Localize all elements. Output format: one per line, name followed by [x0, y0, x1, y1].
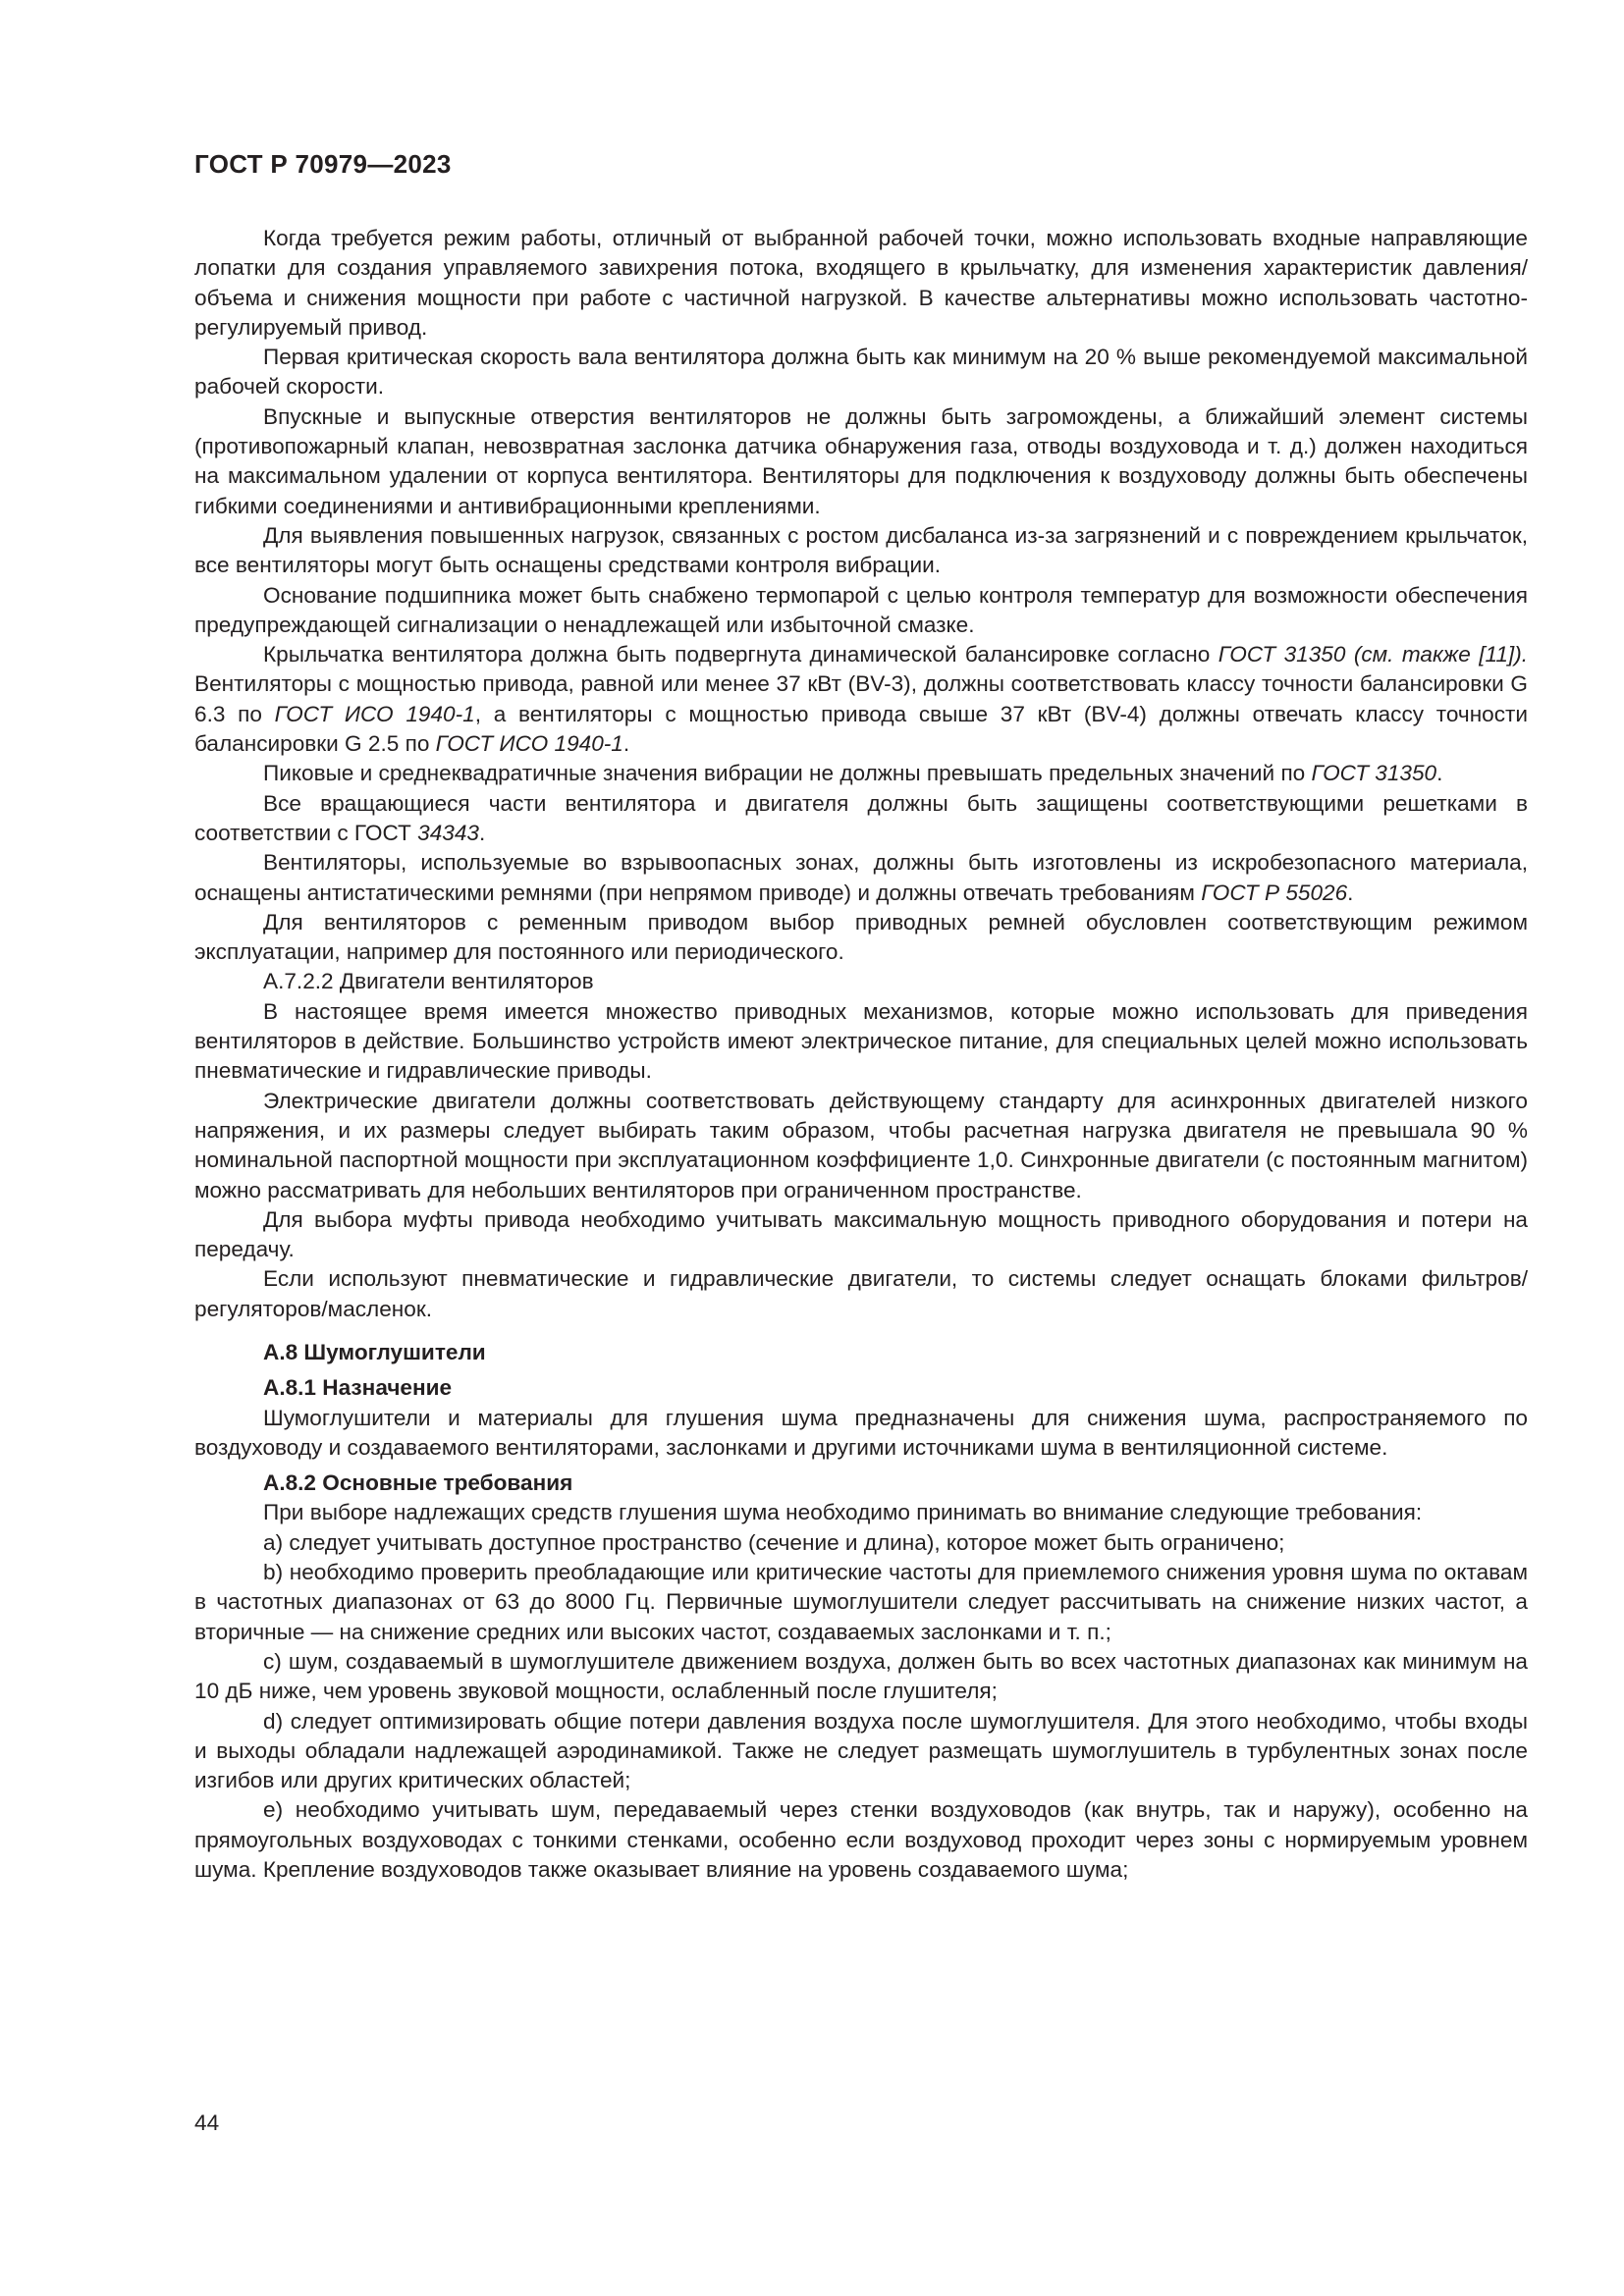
paragraph-text: b) необходимо проверить преобладающие или критические частоты для приемлемого снижения уровня шума по октавам в частотных диапазонах от 63 до 8000 Гц. Первичные шумоглушители следует рассчитывать на снижение низких частот, а вторичные — на снижение средних или высоких частот, создаваемых заслонками и т. п.; [194, 1560, 1528, 1644]
paragraph-text: Все вращающиеся части вентилятора и двигателя должны быть защищены соответствующими решетками в соответствии с ГОСТ [194, 790, 1528, 845]
paragraph [194, 1707, 1528, 1796]
paragraph [194, 789, 1528, 849]
paragraph-text: Если используют пневматические и гидравлические двигатели, то системы следует оснащать блоками фильтров/регуляторов/масленок. [194, 1266, 1528, 1321]
reference-text: ГОСТ ИСО 1940-1 [274, 701, 475, 726]
paragraph-text: , а вентиляторы с мощностью привода свыше 37 кВт (BV-4) должны отвечать классу точности балансировки G 2.5 по [194, 701, 1529, 757]
paragraph [194, 1528, 1528, 1558]
paragraph [194, 224, 1528, 343]
paragraph-text: Для выбора муфты привода необходимо учитывать максимальную мощность приводного оборудования и потери на передачу. [194, 1206, 1528, 1262]
paragraph-text: А.8.1 Назначение [263, 1375, 453, 1401]
paragraph-text: Шумоглушители и материалы для глушения шума предназначены для снижения шума, распространяемого по воздуховоду и создаваемого вентиляторами, заслонками и другими источниками шума в вентиляционной системе. [194, 1405, 1528, 1460]
paragraph [194, 967, 1528, 996]
paragraph [194, 521, 1528, 581]
paragraph-text: c) шум, создаваемый в шумоглушителе движением воздуха, должен быть во всех частотных диапазонах как минимум на 10 дБ ниже, чем уровень звуковой мощности, ослабленный после глушителя; [194, 1648, 1528, 1704]
page-number: 44 [194, 2110, 220, 2135]
paragraph [194, 1404, 1528, 1464]
paragraph-text: Основание подшипника может быть снабжено термопарой с целью контроля температур для возможности обеспечения предупреждающей сигнализации о ненадлежащей или избыточной смазке. [194, 582, 1528, 637]
paragraph-text: Впускные и выпускные отверстия вентиляторов не должны быть загромождены, а ближайший элемент системы (противопожарный клапан, невозвратная заслонка датчика обнаружения газа, отводы воздуховода и т. д.) должен находиться на максимальном удалении от корпуса вентилятора. Вентиляторы для подключения к воздуховоду должны быть обеспечены гибкими соединениями и антивибрационными креплениями. [194, 403, 1528, 518]
reference-text: ГОСТ 31350 (см. также [11]). [1218, 642, 1529, 667]
reference-text: ГОСТ 31350 [1311, 761, 1437, 786]
paragraph-text: Вентиляторы с мощностью привода, равной или менее 37 кВт (BV-3), должны соответствовать классу точности балансировки G 6.3 по [194, 671, 1528, 726]
paragraph [194, 1647, 1528, 1707]
paragraph [194, 1795, 1528, 1885]
paragraph-text: Крыльчатка вентилятора должна быть подвергнута динамической балансировке согласно [263, 642, 1218, 667]
paragraph-text: . [478, 820, 486, 845]
paragraph-text: Пиковые и среднеквадратичные значения вибрации не должны превышать предельных значений по [263, 761, 1312, 786]
paragraph [194, 1264, 1528, 1324]
paragraph [194, 1558, 1528, 1647]
paragraph [194, 1087, 1528, 1205]
paragraph [194, 997, 1528, 1087]
paragraph-text: А.8.2 Основные требования [263, 1470, 573, 1496]
reference-text: 34343 [417, 820, 479, 845]
paragraph-text: d) следует оптимизировать общие потери давления воздуха после шумоглушителя. Для этого необходимо, чтобы входы и выходы обладали надлежащей аэродинамикой. Также не следует размещать шумоглушитель в турбулентных зонах после изгибов или других критических областей; [194, 1708, 1528, 1793]
section-heading [194, 1373, 1528, 1403]
paragraph [194, 343, 1528, 402]
paragraph-text: Для выявления повышенных нагрузок, связанных с ростом дисбаланса из-за загрязнений и с повреждением крыльчаток, все вентиляторы могут быть оснащены средствами контроля вибрации. [194, 522, 1528, 578]
paragraph-text: e) необходимо учитывать шум, передаваемый через стенки воздуховодов (как внутрь, так и наружу), особенно на прямоугольных воздуховодах с тонкими стенками, особенно если воздуховод проходит через зоны с нормируемым уровнем шума. Крепление воздуховодов также оказывает влияние на уровень создаваемого шума; [194, 1797, 1528, 1883]
paragraph [194, 1498, 1528, 1527]
paragraph [194, 759, 1528, 788]
paragraph [194, 848, 1528, 908]
paragraph-text: Когда требуется режим работы, отличный от выбранной рабочей точки, можно использовать входные направляющие лопатки для создания управляемого завихрения потока, входящего в крыльчатку, для изменения характеристик давления/объема и снижения мощности при работе с частичной нагрузкой. В качестве альтернативы можно использовать частотно-регулируемый привод. [194, 226, 1528, 340]
paragraph-text: Вентиляторы, используемые во взрывоопасных зонах, должны быть изготовлены из искробезопасного материала, оснащены антистатическими ремнями (при непрямом приводе) и должны отвечать требованиям [194, 850, 1528, 905]
paragraph-text: . [623, 731, 630, 757]
paragraph-text: Первая критическая скорость вала вентилятора должна быть как минимум на 20 % выше рекомендуемой максимальной рабочей скорости. [194, 345, 1528, 400]
paragraph-text: А.8 Шумоглушители [263, 1339, 486, 1364]
section-heading [194, 1338, 1528, 1367]
paragraph [194, 1205, 1528, 1265]
reference-text: ГОСТ Р 55026 [1201, 880, 1348, 905]
paragraph-text: Электрические двигатели должны соответствовать действующему стандарту для асинхронных двигателей низкого напряжения, и их размеры следует выбирать таким образом, чтобы расчетная нагрузка двигателя не превышала 90 % номинальной паспортной мощности при эксплуатационном коэффициенте 1,0. Синхронные двигатели (с постоянным магнитом) можно рассматривать для небольших вентиляторов при ограниченном пространстве. [194, 1088, 1528, 1202]
paragraph [194, 581, 1528, 641]
paragraph [194, 640, 1528, 759]
paragraph-text: . [1347, 880, 1354, 905]
paragraph-text: А.7.2.2 Двигатели вентиляторов [263, 969, 594, 994]
paragraph [194, 908, 1528, 968]
paragraph-text: . [1436, 761, 1443, 786]
reference-text: ГОСТ ИСО 1940-1 [435, 731, 623, 757]
document-header: ГОСТ Р 70979—2023 [194, 149, 452, 179]
section-heading [194, 1468, 1528, 1498]
paragraph-text: a) следует учитывать доступное пространство (сечение и длина), которое может быть ограничено; [263, 1529, 1285, 1555]
paragraph [194, 402, 1528, 521]
paragraph-text: Для вентиляторов с ременным приводом выбор приводных ремней обусловлен соответствующим режимом эксплуатации, например для постоянного или периодического. [194, 909, 1528, 965]
paragraph-text: При выборе надлежащих средств глушения шума необходимо принимать во внимание следующие требования: [263, 1500, 1423, 1525]
paragraph-text: В настоящее время имеется множество приводных механизмов, которые можно использовать для приведения вентиляторов в действие. Большинство устройств имеют электрическое питание, для специальных целей можно использовать пневматические и гидравлические приводы. [194, 998, 1528, 1084]
document-body [194, 224, 1528, 1885]
